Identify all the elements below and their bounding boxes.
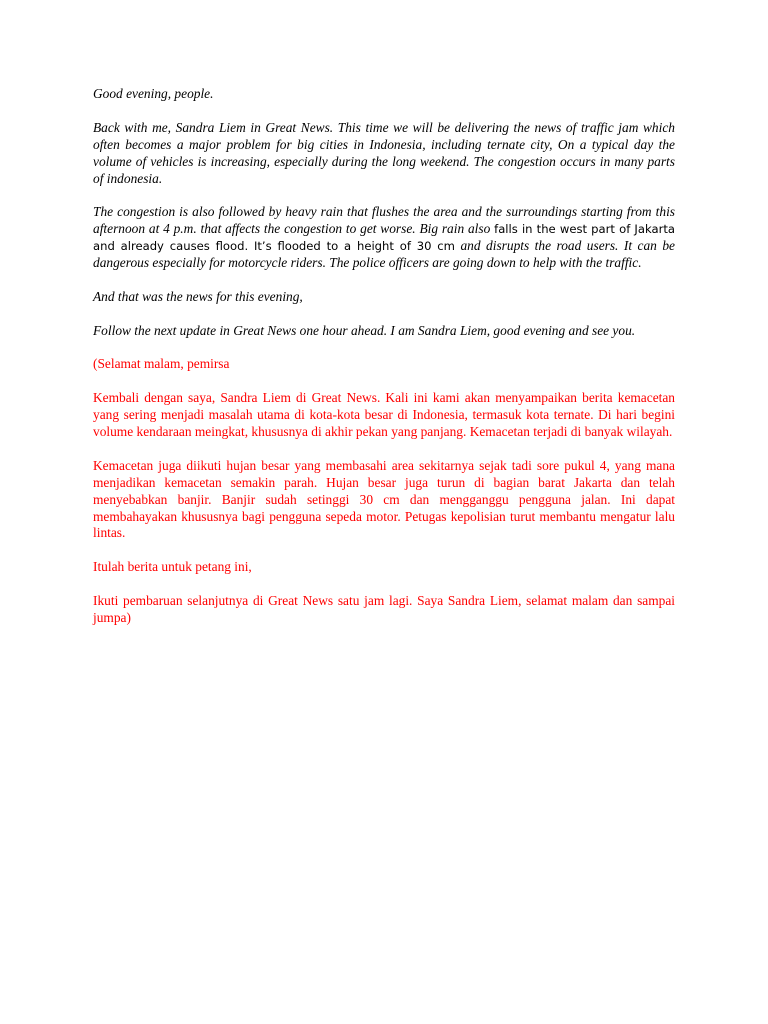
english-paragraph-2-part-c: and disrupts the road users. It can be dangerous especially for motorcycle riders. The police officers are going down to help with the traffic. [93, 238, 675, 271]
indonesian-paragraph-2: Kemacetan juga diikuti hujan besar yang membasahi area sekitarnya sejak tadi sore pukul 4, yang mana menjadikan kemacetan semakin parah. Hujan besar juga turun di bagian barat Jakarta dan telah menyebabkan banjir. Banjir sudah setinggi 30 cm dan mengganggu pengguna jalan. Ini dapat membahayakan khususnya bagi pengguna sepeda motor. Petugas kepolisian turut membantu mengatur lalu lintas. [93, 457, 675, 541]
english-closing: And that was the news for this evening, [93, 288, 303, 304]
indonesian-greeting: (Selamat malam, pemirsa [93, 356, 230, 372]
indonesian-paragraph-1: Kembali dengan saya, Sandra Liem di Great News. Kali ini kami akan menyampaikan berita kemacetan yang sering menjadi masalah utama di kota-kota besar di Indonesia, termasuk kota ternate. Di hari begini volume kendaraan meingkat, khususnya di akhir pekan yang panjang. Kemacetan terjadi di banyak wilayah. [93, 390, 675, 440]
english-paragraph-1: Back with me, Sandra Liem in Great News. This time we will be delivering the news of traffic jam which often becomes a major problem for big cities in Indonesia, including ternate city, On a typical day the volume of vehicles is increasing, especially during the long weekend. The congestion occurs in many parts of indonesia. [93, 119, 675, 186]
document-page [93, 86, 675, 644]
english-greeting: Good evening, people. [93, 86, 214, 101]
english-signoff: Follow the next update in Great News one hour ahead. I am Sandra Liem, good evening and see you. [93, 322, 636, 338]
english-paragraph-2-part-b: falls in the west part of Jakarta and already causes flood. It’s flooded to a height of 30 cm [93, 222, 675, 254]
indonesian-closing: Itulah berita untuk petang ini, [93, 559, 252, 575]
english-paragraph-2-part-a: The congestion is also followed by heavy rain that flushes the area and the surroundings starting from this afternoon at 4 p.m. that affects the congestion to get worse. Big rain also [93, 204, 675, 237]
indonesian-signoff: Ikuti pembaruan selanjutnya di Great News satu jam lagi. Saya Sandra Liem, selamat malam dan sampai jumpa) [93, 593, 675, 625]
english-paragraph-2 [93, 204, 675, 272]
